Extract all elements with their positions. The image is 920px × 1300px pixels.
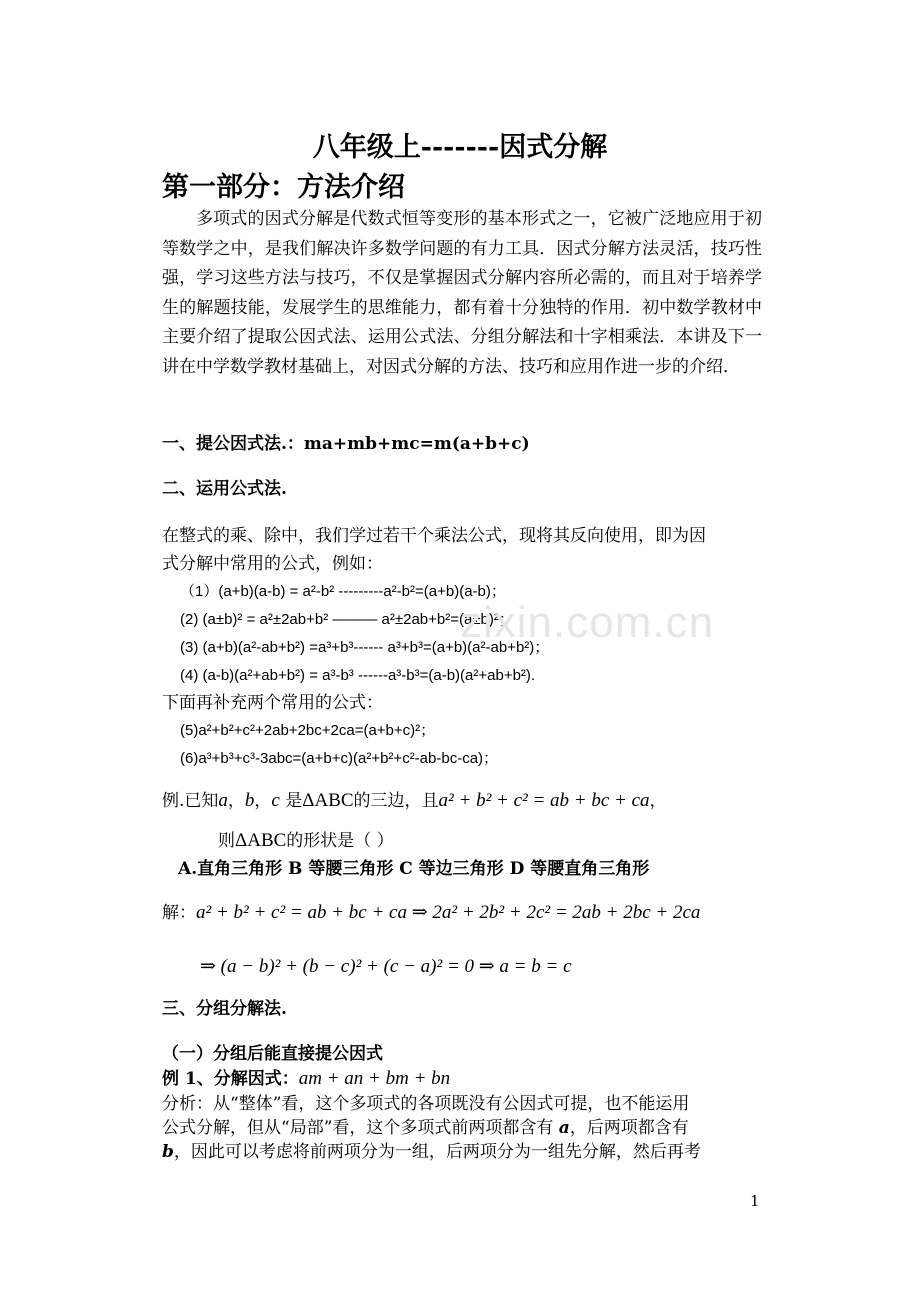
analysis-text: ，后两项都含有: [569, 1118, 689, 1138]
example1-label: 例 1、分解因式：: [162, 1069, 299, 1089]
analysis-text: ，因此可以考虑将前两项分为一组，后两项分为一组先分解，然后再考: [173, 1142, 701, 1162]
solution-label: 解：: [162, 903, 196, 923]
var-c: c: [271, 790, 280, 811]
solution-expr-1: a² + b² + c² = ab + bc + ca ⇒ 2a² + 2b² + 2c² = 2ab + 2bc + 2ca: [196, 902, 701, 923]
formulas-intro-line2: 式分解中常用的公式，例如：: [162, 554, 383, 574]
subsection1-heading: （一）分组后能直接提公因式: [162, 1044, 383, 1064]
part1-heading: 第一部分：方法介绍: [162, 172, 405, 203]
formula-6: (6)a³+b³+c³-3abc=(a+b+c)(a²+b²+c²-ab-bc-ca)；: [180, 750, 499, 767]
analysis-text: 公式分解，但从“局部”看，这个多项式前两项都含有: [162, 1118, 559, 1138]
triangle-abc: ΔABC: [235, 830, 287, 851]
example-end: ，: [649, 791, 667, 811]
section2-heading: 二、运用公式法.: [162, 479, 287, 499]
example-is: 是: [279, 791, 303, 811]
var-b-bold: b: [162, 1142, 174, 1162]
formula-4: (4) (a-b)(a²+ab+b²) = a³-b³ ------a³-b³=(a-b)(a²+ab+b²).: [180, 667, 536, 684]
comma: ，: [254, 791, 272, 811]
example-choices: A.直角三角形 B 等腰三角形 C 等边三角形 D 等腰直角三角形: [178, 859, 650, 879]
question-prefix: 则: [218, 831, 235, 851]
formula-5: (5)a²+b²+c²+2ab+2bc+2ca=(a+b+c)²；: [180, 722, 436, 739]
document-title: 八年级上-------因式分解: [312, 132, 608, 163]
example-question: [218, 830, 394, 852]
intro-paragraph: 多项式的因式分解是代数式恒等变形的基本形式之一，它被广泛地应用于初等数学之中，是我们解决许多数学问题的有力工具．因式分解方法灵活，技巧性强，学习这些方法与技巧，不仅是掌握因式分解内容所必需的，而且对于培养学生的解题技能，发展学生的思维能力，都有着十分独特的作用．初中数学教材中主要介绍了提取公因式法、运用公式法、分组分解法和十字相乘法．本讲及下一讲在中学数学教材基础上，对因式分解的方法、技巧和应用作进一步的介绍．: [162, 209, 762, 377]
example-prefix: 例.已知: [162, 791, 219, 811]
watermark: zixin.com.cn: [460, 598, 715, 647]
solution-expr-2: ⇒ (a − b)² + (b − c)² + (c − a)² = 0 ⇒ a = b = c: [200, 956, 572, 977]
example1-expression: am + an + bm + bn: [298, 1068, 451, 1089]
formula-2: (2) (a±b)² = a²±2ab+b² ——— a²±2ab+b²=(a±b)²；: [180, 611, 514, 628]
example-edges: 的三边，且: [353, 791, 439, 811]
comma: ，: [227, 791, 245, 811]
page-number: 1: [750, 1192, 760, 1210]
formulas-intro-line1: 在整式的乘、除中，我们学过若干个乘法公式，现将其反向使用，即为因: [162, 526, 706, 546]
var-a-bold: a: [558, 1118, 570, 1138]
section3-heading: 三、分组分解法.: [162, 999, 287, 1019]
analysis-line2: [162, 1117, 689, 1139]
var-a: a: [218, 790, 228, 811]
solution-line1: [162, 902, 700, 924]
example-statement: [162, 790, 667, 812]
supplement-intro: 下面再补充两个常用的公式：: [162, 693, 383, 713]
solution-line2: [200, 956, 572, 978]
formula-1: （1）(a+b)(a-b) = a²-b² ---------a²-b²=(a+b)(a-b)；: [180, 583, 506, 600]
var-b: b: [244, 790, 255, 811]
section1-heading: 一、提公因式法.：ma+mb+mc=m(a+b+c): [162, 434, 530, 454]
analysis-line1: 分析：从“整体”看，这个多项式的各项既没有公因式可提，也不能运用: [162, 1094, 690, 1114]
example-condition: a² + b² + c² = ab + bc + ca: [438, 790, 650, 811]
question-suffix: 的形状是（ ）: [286, 831, 394, 851]
example1-line: [162, 1068, 450, 1090]
analysis-line3: [162, 1141, 701, 1163]
formula-3: (3) (a+b)(a²-ab+b²) =a³+b³------ a³+b³=(a+b)(a²-ab+b²)；: [180, 639, 550, 656]
triangle-abc: ΔABC: [302, 790, 354, 811]
